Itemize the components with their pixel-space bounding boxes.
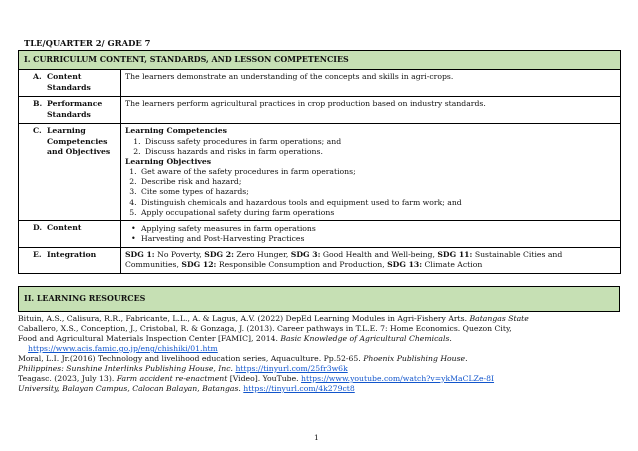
table-row bbox=[19, 97, 621, 124]
page-number: 1 bbox=[314, 433, 319, 442]
row-label: C. Learning Competencies and Objectives bbox=[19, 124, 121, 220]
reference-link[interactable]: https://tinyurl.com/4k279ct8 bbox=[243, 384, 355, 393]
section-header bbox=[19, 287, 620, 312]
row-label: A. Content Standards bbox=[19, 70, 121, 97]
list-item: 1. Discuss safety procedures in farm operations; and bbox=[143, 137, 616, 147]
section-header bbox=[19, 51, 621, 70]
table-row bbox=[19, 124, 621, 220]
content-list bbox=[125, 224, 616, 244]
list-item: 2. Describe risk and hazard; bbox=[139, 177, 616, 187]
reference-item: Philippines: Sunshine Interlinks Publishing House, Inc. https://tinyurl.com/25fr3w6k bbox=[18, 364, 348, 373]
list-item: 3. Cite some types of hazards; bbox=[139, 187, 616, 197]
list-item: • Applying safety measures in farm operations bbox=[141, 224, 616, 234]
reference-item: University, Balayan Campus, Calocan Balayan, Batangas. https://tinyurl.com/4k279ct8 bbox=[18, 384, 355, 393]
resources-table bbox=[18, 286, 620, 312]
reference-item: Food and Agricultural Materials Inspection Center [FAMIC], 2014. Basic Knowledge of Agricultural Chemicals. bbox=[18, 334, 452, 343]
list-item: 1. Get aware of the safety procedures in farm operations; bbox=[139, 167, 616, 177]
table-row bbox=[19, 220, 621, 247]
row-label: E. Integration bbox=[19, 248, 121, 274]
reference-item: Teagasc. (2023, July 13). Farm accident re-enactment [Video]. YouTube. https://www.youtube.com/watch?v=ykMaCLZe-8I bbox=[18, 374, 495, 383]
list-item: • Harvesting and Post-Harvesting Practices bbox=[141, 234, 616, 244]
section-title: II. LEARNING RESOURCES bbox=[19, 287, 620, 312]
reference-item: Bituin, A.S., Calisura, R.R., Fabricante, L.L., A. & Lagus, A.V. (2022) DepEd Learning Modules in Agri-Fishery Arts. Batangas State bbox=[18, 314, 529, 323]
list-item: 5. Apply occupational safety during farm operations bbox=[139, 208, 616, 218]
reference-item: Caballero, X.S., Conception, J., Cristobal, R. & Gonzaga, J. (2013). Career pathways in T.L.E. 7: Home Economics. Quezon City, bbox=[18, 324, 512, 333]
row-label: D. Content bbox=[19, 220, 121, 247]
content-standards-text: The learners demonstrate an understanding of the concepts and skills in agri-crops. bbox=[121, 70, 621, 97]
reference-link[interactable]: https://www.youtube.com/watch?v=ykMaCLZe-8I bbox=[301, 374, 495, 383]
table-row bbox=[19, 70, 621, 97]
list-item: 2. Discuss hazards and risks in farm operations. bbox=[143, 147, 616, 157]
reference-item bbox=[18, 344, 623, 354]
curriculum-table bbox=[18, 50, 621, 274]
section-title: I. CURRICULUM CONTENT, STANDARDS, AND LESSON COMPETENCIES bbox=[19, 51, 621, 70]
objectives-title: Learning Objectives bbox=[125, 156, 212, 166]
references bbox=[18, 314, 623, 394]
competencies-cell bbox=[121, 124, 621, 220]
row-label: B. Performance Standards bbox=[19, 97, 121, 124]
content-cell bbox=[121, 220, 621, 247]
list-item: 4. Distinguish chemicals and hazardous tools and equipment used to farm work; and bbox=[139, 198, 616, 208]
reference-link[interactable]: https://www.acis.famic.go.jp/eng/chishiki/01.htm bbox=[28, 344, 218, 353]
performance-standards-text: The learners perform agricultural practices in crop production based on industry standards. bbox=[121, 97, 621, 124]
competencies-list bbox=[125, 137, 616, 157]
table-row bbox=[19, 248, 621, 274]
integration-text: SDG 1: No Poverty, SDG 2: Zero Hunger, SDG 3: Good Health and Well-being, SDG 11: Sustainable Cities and Communities, SDG 12: Responsible Consumption and Production, SDG 13: Climate Action bbox=[121, 248, 621, 274]
reference-link[interactable]: https://tinyurl.com/25fr3w6k bbox=[235, 364, 348, 373]
page-header: TLE/QUARTER 2/ GRADE 7 bbox=[24, 38, 151, 48]
competencies-title: Learning Competencies bbox=[125, 126, 227, 136]
objectives-list bbox=[125, 167, 616, 218]
reference-item: Moral, L.I. Jr.(2016) Technology and livelihood education series, Aquaculture. Pp.52-65. Phoenix Publishing House. bbox=[18, 354, 468, 363]
